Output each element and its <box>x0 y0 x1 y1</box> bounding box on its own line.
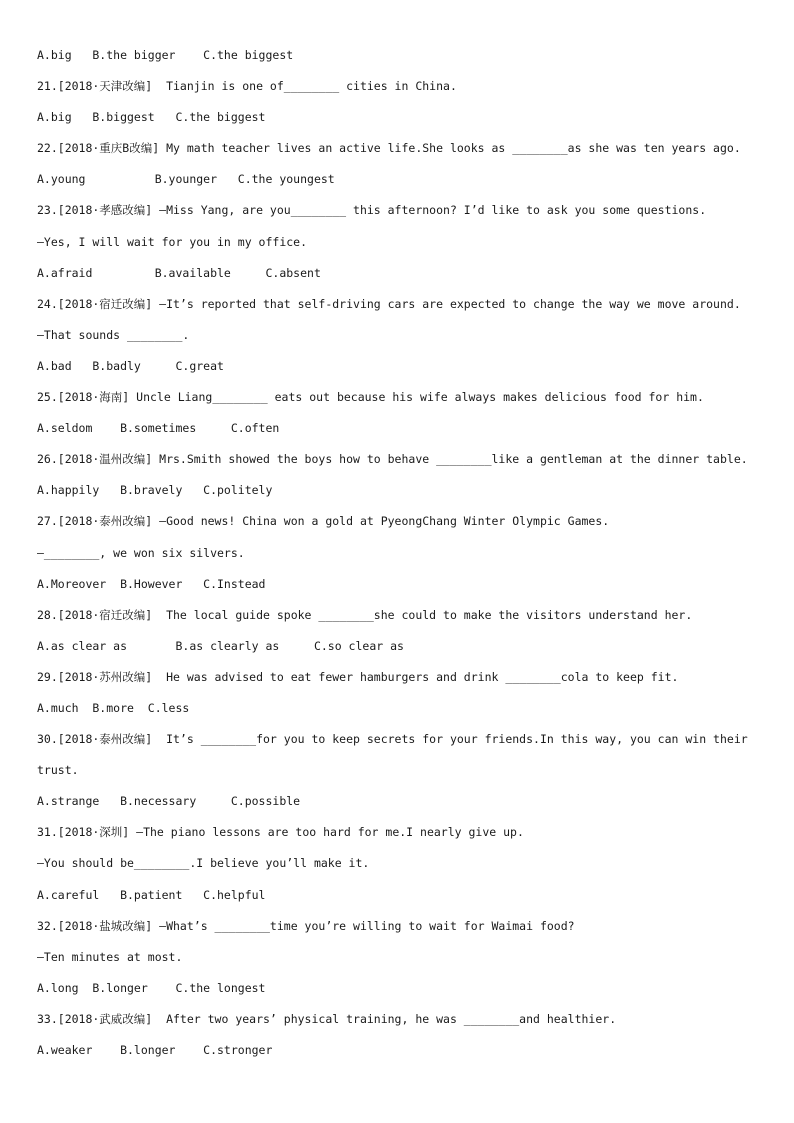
question-31: 31.[2018·深圳] —The piano lessons are too hard for me.I nearly give up. <box>37 825 524 840</box>
question-24-dialogue: —That sounds ________. <box>37 327 190 342</box>
question-22: 22.[2018·重庆B改编] My math teacher lives an active life.She looks as ________as she was ten years ago. <box>37 141 741 156</box>
question-32: 32.[2018·盐城改编] —What’s ________time you’re willing to wait for Waimai food? <box>37 918 575 933</box>
question-27-dialogue: —________, we won six silvers. <box>37 545 245 560</box>
question-25: 25.[2018·海南] Uncle Liang________ eats out because his wife always makes delicious food for him. <box>37 390 704 405</box>
answer-options-33: A.weaker B.longer C.stronger <box>37 1043 273 1057</box>
question-21: 21.[2018·天津改编] Tianjin is one of________ cities in China. <box>37 79 457 94</box>
answer-options-30: A.strange B.necessary C.possible <box>37 794 301 809</box>
answer-options-31: A.careful B.patient C.helpful <box>37 887 266 902</box>
question-26: 26.[2018·温州改编] Mrs.Smith showed the boys how to behave ________like a gentleman at the dinner table. <box>37 452 748 467</box>
answer-options-23: A.afraid B.available C.absent <box>37 265 321 280</box>
answer-options-22: A.young B.younger C.the youngest <box>37 172 335 187</box>
question-28: 28.[2018·宿迁改编] The local guide spoke ________she could to make the visitors understand her. <box>37 607 693 622</box>
question-30: 30.[2018·泰州改编] It’s ________for you to keep secrets for your friends.In this way, you can win their <box>37 732 748 747</box>
answer-options-32: A.long B.longer C.the longest <box>37 980 266 995</box>
question-31-dialogue: —You should be________.I believe you’ll make it. <box>37 856 370 871</box>
answer-options-20: A.big B.the bigger C.the biggest <box>37 48 294 62</box>
answer-options-27: A.Moreover B.However C.Instead <box>37 576 266 591</box>
question-23: 23.[2018·孝感改编] —Miss Yang, are you________ this afternoon? I’d like to ask you some questions. <box>37 203 707 218</box>
answer-options-26: A.happily B.bravely C.politely <box>37 483 273 498</box>
answer-options-25: A.seldom B.sometimes C.often <box>37 421 280 436</box>
answer-options-28: A.as clear as B.as clearly as C.so clear as <box>37 638 404 653</box>
question-33: 33.[2018·武威改编] After two years’ physical training, he was ________and healthier. <box>37 1011 617 1026</box>
question-24: 24.[2018·宿迁改编] —It’s reported that self-driving cars are expected to change the way we move around. <box>37 296 741 311</box>
question-30-continued: trust. <box>37 763 79 778</box>
answer-options-29: A.much B.more C.less <box>37 700 190 715</box>
question-27: 27.[2018·泰州改编] —Good news! China won a gold at PyeongChang Winter Olympic Games. <box>37 514 610 529</box>
question-32-dialogue: —Ten minutes at most. <box>37 949 183 964</box>
answer-options-24: A.bad B.badly C.great <box>37 358 224 373</box>
question-29: 29.[2018·苏州改编] He was advised to eat fewer hamburgers and drink ________cola to keep fit. <box>37 669 679 684</box>
document-page <box>37 45 759 1071</box>
question-23-dialogue: —Yes, I will wait for you in my office. <box>37 234 308 249</box>
answer-options-21: A.big B.biggest C.the biggest <box>37 110 266 125</box>
